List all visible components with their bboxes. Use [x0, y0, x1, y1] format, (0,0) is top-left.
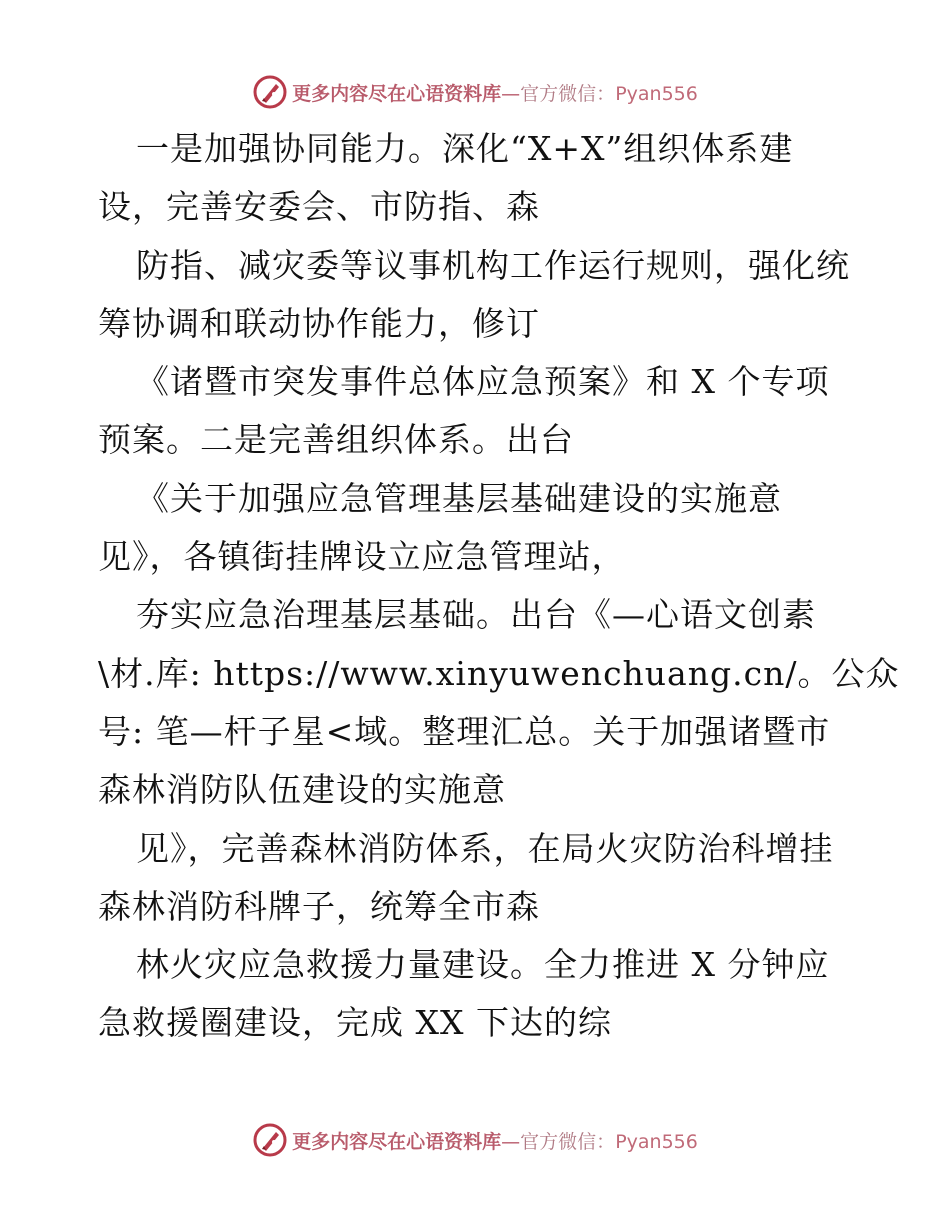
body-line: 《诸暨市突发事件总体应急预案》和 X 个专项: [136, 362, 830, 402]
body-line: 号: 笔—杆子星<域。整理汇总。关于加强诸暨市: [98, 711, 831, 751]
footer-watermark: [0, 1120, 950, 1160]
pen-logo-icon: [252, 1122, 288, 1158]
pen-logo-icon: [252, 74, 288, 110]
body-line: 见》，完善森林消防体系，在局火灾防治科增挂: [136, 828, 834, 868]
watermark-account: Pyan556: [615, 1130, 698, 1153]
watermark-brand: 更多内容尽在心语资料库: [292, 82, 502, 105]
watermark-dash: —: [501, 1130, 521, 1153]
body-line: 筹协调和联动协作能力，修订: [98, 303, 540, 343]
body-line: 急救援圈建设，完成 XX 下达的综: [98, 1003, 612, 1043]
body-line: 森林消防科牌子，统筹全市森: [98, 886, 540, 926]
body-line: \材.库: https://www.xinyuwenchuang.cn/。公众: [98, 653, 900, 693]
watermark-label: 官方微信：: [520, 82, 616, 105]
body-line: 设，完善安委会、市防指、森: [98, 187, 540, 227]
body-line: 防指、减灾委等议事机构工作运行规则，强化统: [136, 245, 850, 285]
header-watermark: [0, 72, 950, 112]
watermark-account: Pyan556: [615, 82, 698, 105]
body-line: 林火灾应急救援力量建设。全力推进 X 分钟应: [136, 945, 830, 985]
watermark-label: 官方微信：: [520, 1130, 616, 1153]
body-line: 夯实应急治理基层基础。出台《—心语文创素: [136, 595, 816, 635]
body-line: 《关于加强应急管理基层基础建设的实施意: [136, 478, 782, 518]
body-line: 预案。二是完善组织体系。出台: [98, 420, 574, 460]
document-body: [98, 120, 900, 1053]
body-line: 一是加强协同能力。深化“X+X”组织体系建: [136, 129, 794, 168]
body-line: 见》，各镇街挂牌设立应急管理站，: [98, 537, 626, 577]
watermark-brand: 更多内容尽在心语资料库: [292, 1130, 502, 1153]
body-line: 森林消防队伍建设的实施意: [98, 770, 506, 810]
watermark-dash: —: [501, 82, 521, 105]
